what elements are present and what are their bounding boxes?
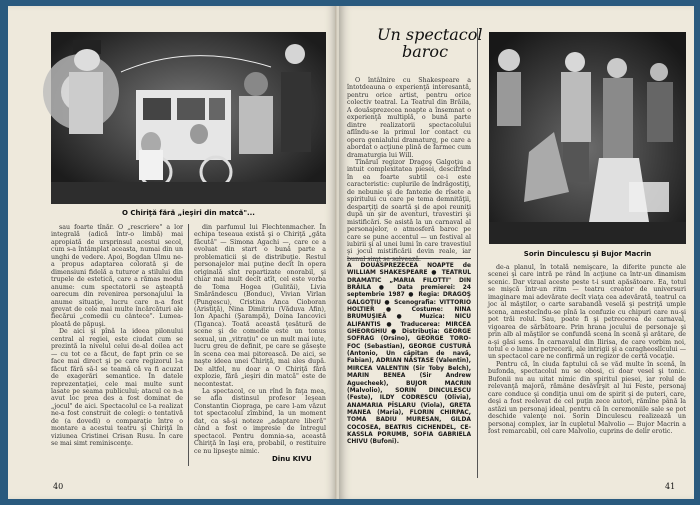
- article-title: [377, 26, 482, 60]
- left-column-2: [194, 224, 326, 455]
- credits-rule: [347, 258, 471, 259]
- paragraph: de-a planul, în totală nemişcare, la diferite puncte ale scenei şi care intră pe rând în acţiune ca într-un dinamism scenic. Dar vizual aceste peste t-i sunt apăsătoare. Ea, totul se mişcă într-un ritm — teatru creator de universuri imaginare mai adevărate decît viaţa cea adevărată, teatrul ca joc al măştilor, o carte sarabandă veselă şi pestriţă umple scena, amestecîndu-se pînă la confuzie cu chipuri care nu-şi pot trăi rolul. Sau, poate fi şi petrecerea de carnaval, vigoarea de sărbătoare. Prin hrana jocului de personaje şi prin alb al măştilor se confundă scena în scenă şi arătare, de a-şi găsi sens. În carnavalul din Ilirisa, de care vorbim noi, totul e o lume a petrecerii, ale intrigii şi a caragheoslîcului — un spectacol care ne confirmă un regizor de certă vocaţie.: [488, 264, 686, 361]
- left-column-1: [51, 224, 183, 464]
- photo-caption-left: O Chiriţă fără „ieşiri din matcă"...: [122, 209, 255, 217]
- left-page: [8, 6, 337, 499]
- photo-sonia-bujor: [489, 32, 686, 244]
- page-number-left: 40: [53, 482, 64, 491]
- right-column-3: [488, 264, 686, 482]
- production-credits: [347, 258, 471, 490]
- column-divider: [188, 224, 189, 466]
- author-signature: Dinu KIVU: [272, 455, 312, 463]
- paragraph: O întâlnire cu Shakespeare a întotdeauna o experienţă interesantă, pentru orice artist, pentru orice colectiv teatral. La Teatrul din Brăila, A douăsprezecea noapte a însemnat o experienţă multiplă, o bună parte dintre realizatorii spectacolului aflîndu-se la primul lor contact cu opera genialului dramaturg, pe care a abordat o acţiune plină de farmec cum dramaturgia lui Will.: [347, 77, 471, 159]
- right-page: [339, 6, 694, 499]
- paragraph: De aici şi pînă la ideea pilonului central al regiei, este ciudat cum se prezintă la nivelul celui de-al doilea act — cu tot ce a făcut, de fapt prin ce se face mai direct şi pe care regizorul l-a făcut fără să-l se teamă că va fi acuzat de exagerări semantice. În datele reprezentaţiei, cele mai multe sunt lasate pe seama publicului; atacul ce n-a avut loc prea des a fost dominat de „jocul" de aici. Spectacolul ce l-a realizat ne-a fost construit de colegi: o tentativă de (a dovedi) o comparaţie între o montare a acestui teatru şi Chiriţă în viziunea Cristinei Crisan Rusu. În care se mai simt reminiscenţe.: [51, 328, 183, 448]
- paragraph: Tînărul regizor Dragoş Galgoţiu a intuit complexitatea piesei, descifrînd în ea foarte subtil ce-i este caracteristic: cuplurile de îndrăgostiţi, de nebunie şi de fantezie de rîsete a spiritului cu care pe tema demnităţii, desparţiţi de soartă şi de apoi reuniţi după un şir de aventuri, travestiri şi mistificări. Se asistă la un carnaval al personajelor, o atmosferă baroc pe care se pune accentul — un festival al iubirii şi al unei lumi în care travestiul şi jocul mistificării devin reale, iar bunul simţ se salvează.: [347, 158, 471, 263]
- paragraph: sau foarte tînăr. O „rescriere" a lor integrală (adică într-o limbă) mai apropiată de ursprinsul acestui secol, cum s-a întâmplat aceasta, numai din un unghi de vedere. Apoi, Bogdan Ulmu ne-a propus adaptarea colorată şi de dimensiuni fidelă a tuturor a stilului din trupele de estetică, care a rămas modul anume: cum spectatorii se aşteaptă oarecum din revenirea personajului la anume situaţie, lucru care n-a fost grevat de cele mai multe încărcături ale fiecărui „comedii cu cântece". Lumea-ploată de păpuşi.: [51, 224, 183, 328]
- photo-ochiria: [51, 32, 326, 204]
- credits-text: A DOUĂSPREZECEA NOAPTE de WILLIAM SHAKESPEARE ● TEATRUL DRAMATIC „MARIA FILOTTI" DIN BRĂILA ● Data premierei: 24 septembrie 1987 ● Regia: DRAGOŞ GALGOŢIU ● Scenografia: VITTORIO HOLTIER ● Costume: NINA BRUMUŞIEĂ ● Muzica: NICU ALIFANTIS ● Traducerea: MIRCEA GHEORGHIU ● Distribuţia: GEORGE SOFRAG (Orsino), GEORGE TORO-FOC (Sebastian), GEORGE CUSTURĂ (Antonio, Un căpitan de navă, Fabian), ADRIAN NĂSTASE (Valentin), MIRCEA VALENTIN (Sir Toby Belch), MARIN BENEA (Sir Andrew Aguecheek), BUJOR MACRIN (Malvolio), SORIN DINCULESCU (Feste), ILDY CODRESCU (Olivia), ANAMARIA PÎSLARU (Viola), GRETA MANEA (Maria), FLORIN CHIRPAC, TOMA BADIU MURESAN, GILDA COCOSEA, BEATRIS CICHENDEL, CE-KASSLA PORUMB, SOFIA GABRIELA CHIVU (Bufoni).: [347, 263, 471, 446]
- paragraph: din parfumul lui Flechtenmacher. În echipa teseaua există şi o Chiriţă „găta făcută" — Simona Agachi —, care ce a evoluat din start o bună parte a problematicii şi de distribuţie. Restul personajelor mai puţine decît în opera originală sînt repartizate onorabil, şi chiar mai mult decît atît, cel este vorba de Toma Hogea (Gulităi), Livia Smărăndescu (Bonduc), Vivian Virlan (Pungescu), Cristina Anca Cioboran (Aristiţă), Nina Dimitriu (Văduva Afin), Ion Apachi (Şarampă), Doina Iancovici (Tiganca). Toată această ţesătură de scene şi de comedie este un tonus sexual, un „vitraţiu" ce un mult mai iute, lucru greu de definit, pe care se găseşte în scena cea mai pitorească. De aici, se naşte ideea unei Chiriţă, mai ales după. De altfel, nu doar a O Chiriţă fără explozie, fără „ieşiri din matcă" este de necontestat.: [194, 224, 326, 388]
- paragraph: Pentru că, în ciuda faptului că se văd multe în scenă, în bufonda, spectacolul nu se obosi, ci doar vesel şi tonic. Bufonii nu au uitat nimic din spiritul piesei, iar rolul de relevanţă majoră, rămâne desăvîrşit al lui Feste, personaj care conduce şi condiţia unui om de spirit şi de puteri, care, deşi a fost reelevat de cel puţin zece autori, rămîne până la astăzi un personaj ideal, pentru că în ceremoniile sale se pot deschide valenţe noi. Sorin Dinculescu realizează un personaj complex, iar în cupletul Malvolio — Bujor Macrin a fost remarcabil, cel care Malvolio, cuprins de delir erotic.: [488, 360, 686, 435]
- article-title-line-2: baroc: [402, 42, 449, 61]
- photo-caption-right: Sorin Dinculescu şi Bujor Macrin: [523, 250, 652, 258]
- right-column-intro: [347, 77, 471, 263]
- paragraph: La spectacol, ce un rînd în faţa mea, se afla distinsul profesor Ieşean Constantin Ciopraga, pe care l-am văzut tot spectacolul zîmbind, la un moment dat, ca să-şi noteze „adaptare liberă" când a fost o impresie de întregul spectacol. Pentru domnia-sa, această Chiriţă în Iaşi era, probabil, o restituire ce nu lipseşte nimic.: [194, 387, 326, 455]
- page-number-right: 41: [665, 482, 676, 491]
- title-divider: [477, 28, 478, 478]
- article-title-line-1: Un spectacol: [377, 25, 483, 44]
